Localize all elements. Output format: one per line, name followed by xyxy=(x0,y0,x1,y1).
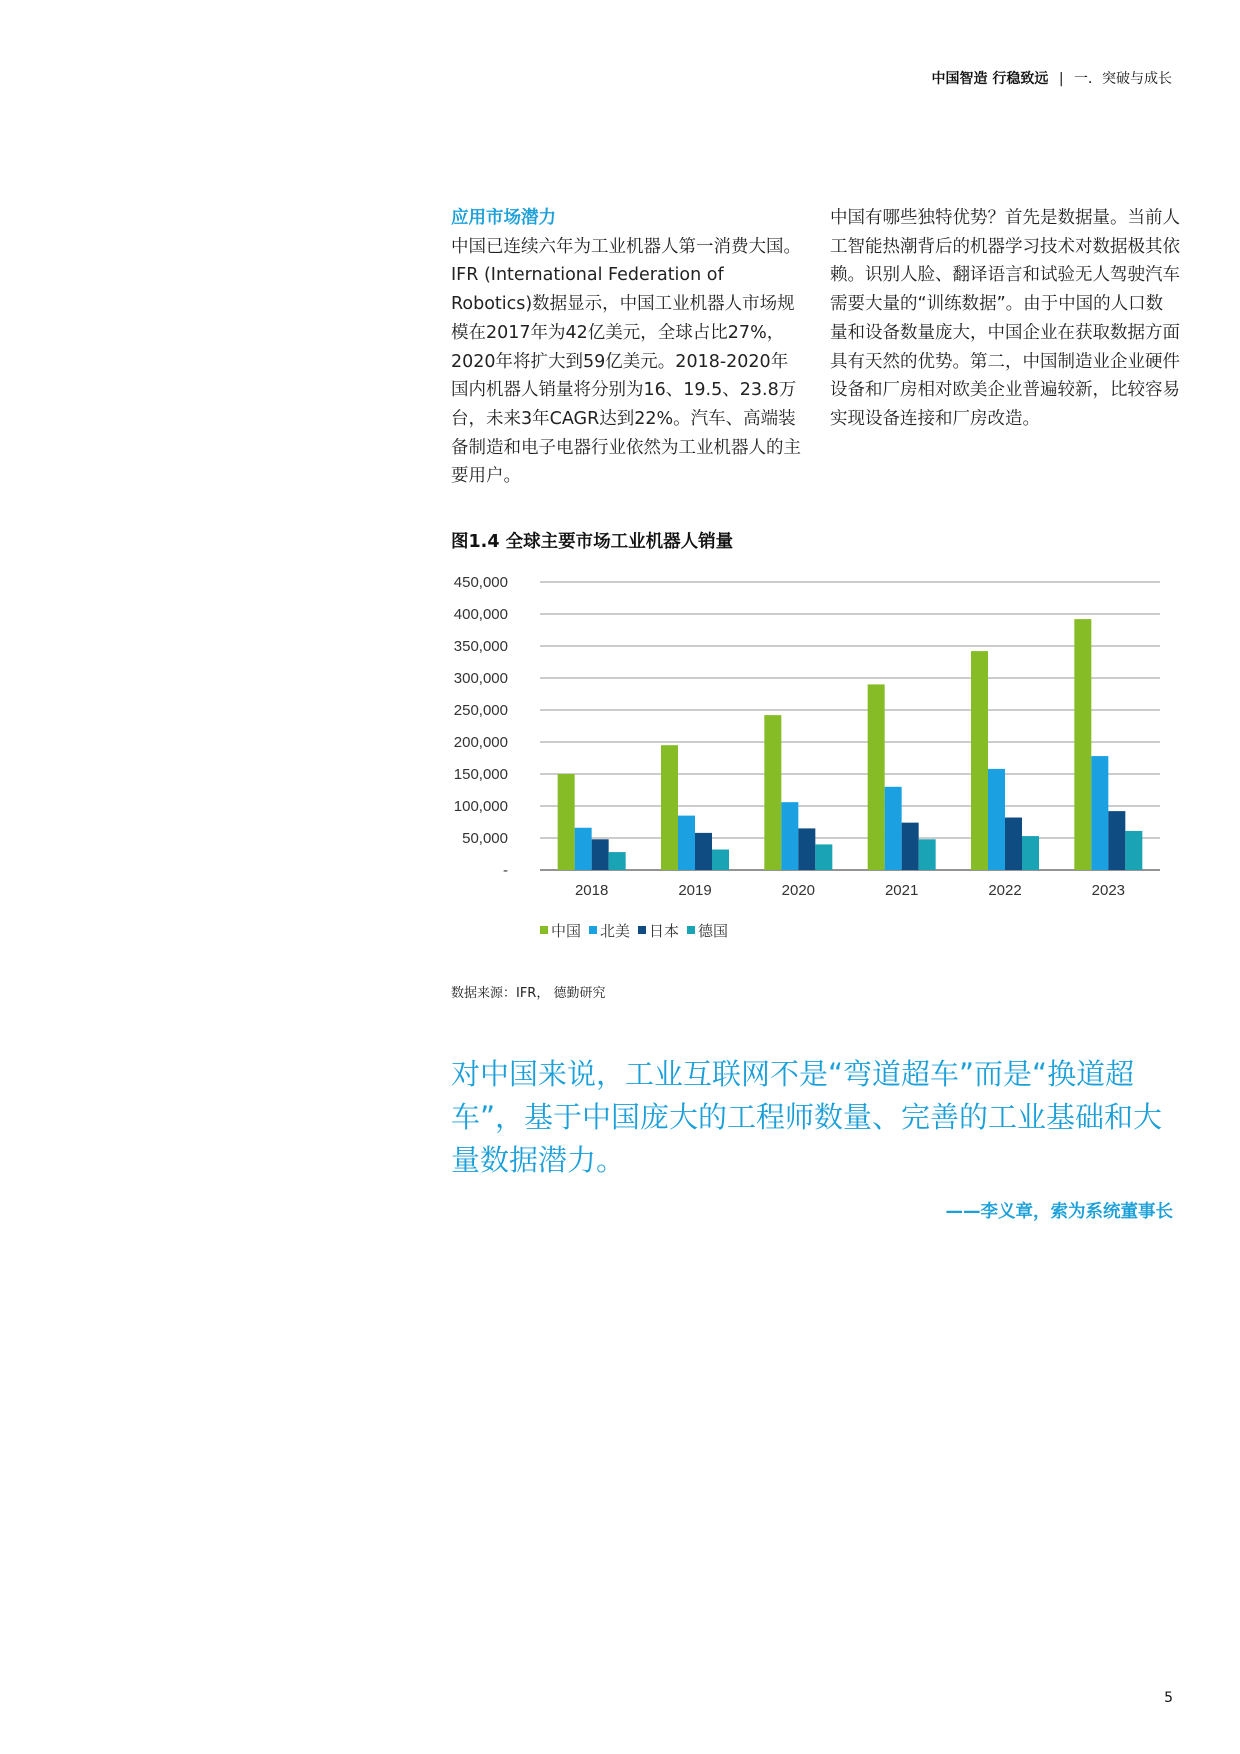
y-tick-label: 250,000 xyxy=(453,702,508,719)
page-number: 5 xyxy=(1164,1690,1173,1706)
y-tick-label: 350,000 xyxy=(453,638,508,655)
bar-2018-2 xyxy=(592,839,609,870)
x-tick-label: 2020 xyxy=(781,882,816,899)
header-chapter: 一．突破与成长 xyxy=(1074,71,1172,87)
x-tick-label: 2021 xyxy=(884,882,919,899)
left-column-body: 中国已连续六年为工业机器人第一消费大国。IFR (International Federation of Robotics)数据显示，中国工业机器人市场规模在2017年为42亿美元，全球占比27%， 2020年将扩大到59亿美元。2018-2020年国内机器人销量将分别为16、19.5、23.8万台，未来3年CAGR达到22%。汽车、高端装备制造和电子电器行业依然为工业机器人的主要用户。 xyxy=(451,236,801,487)
y-tick-label: 100,000 xyxy=(453,798,508,815)
x-tick-label: 2018 xyxy=(574,882,609,899)
bar-2023-1 xyxy=(1091,756,1108,870)
y-tick-label: - xyxy=(503,862,508,879)
y-tick-label: 150,000 xyxy=(453,766,508,783)
bar-2022-1 xyxy=(988,769,1005,870)
legend-label: 日本 xyxy=(649,923,680,940)
left-column xyxy=(451,204,801,491)
bar-2021-3 xyxy=(919,839,936,870)
header-title: 中国智造 行稳致远 xyxy=(931,71,1049,87)
robot-sales-bar-chart xyxy=(440,570,1170,965)
figure-source: 数据来源：IFR， 德勤研究 xyxy=(451,986,606,1001)
bar-2023-3 xyxy=(1125,831,1142,870)
legend-swatch xyxy=(687,926,695,934)
bar-2019-1 xyxy=(678,816,695,870)
y-tick-label: 450,000 xyxy=(453,574,508,591)
legend-swatch xyxy=(589,926,597,934)
bar-2022-0 xyxy=(971,651,988,870)
x-tick-label: 2023 xyxy=(1091,882,1126,899)
bar-2019-2 xyxy=(695,833,712,870)
bar-2020-1 xyxy=(781,802,798,870)
bar-2021-0 xyxy=(868,684,885,870)
legend-label: 北美 xyxy=(600,923,631,940)
bar-2023-2 xyxy=(1108,811,1125,870)
header-separator: | xyxy=(1058,71,1064,87)
running-header xyxy=(932,68,1173,88)
y-tick-label: 400,000 xyxy=(453,606,508,623)
right-column xyxy=(830,204,1180,434)
y-tick-label: 50,000 xyxy=(462,830,508,847)
bar-2018-0 xyxy=(558,774,575,870)
bar-2019-3 xyxy=(712,850,729,870)
pull-quote: 对中国来说，工业互联网不是“弯道超车”而是“换道超车”，基于中国庞大的工程师数量、完善的工业基础和大量数据潜力。 xyxy=(451,1057,1163,1177)
bar-2019-0 xyxy=(661,745,678,870)
quote-attribution: ——李义章，索为系统董事长 xyxy=(945,1202,1173,1222)
legend-label: 中国 xyxy=(551,923,582,940)
legend-swatch xyxy=(638,926,646,934)
bar-2018-3 xyxy=(609,852,626,870)
section-heading: 应用市场潜力 xyxy=(451,208,556,228)
bar-2021-1 xyxy=(885,787,902,870)
bar-2020-2 xyxy=(798,828,815,870)
legend-swatch xyxy=(540,926,548,934)
x-tick-label: 2019 xyxy=(678,882,712,899)
bar-2020-0 xyxy=(764,715,781,870)
bar-2021-2 xyxy=(902,823,919,870)
bar-2020-3 xyxy=(815,844,832,870)
bar-2018-1 xyxy=(575,828,592,870)
bar-2023-0 xyxy=(1074,619,1091,870)
legend-label: 德国 xyxy=(698,923,729,940)
right-column-body: 中国有哪些独特优势？首先是数据量。当前人工智能热潮背后的机器学习技术对数据极其依赖。识别人脸、翻译语言和试验无人驾驶汽车需要大量的“训练数据”。由于中国的人口数量和设备数量庞大，中国企业在获取数据方面具有天然的优势。第二，中国制造业企业硬件设备和厂房相对欧美企业普遍较新，比较容易实现设备连接和厂房改造。 xyxy=(830,208,1180,429)
figure-title: 图1.4 全球主要市场工业机器人销量 xyxy=(451,532,734,552)
y-tick-label: 300,000 xyxy=(453,670,508,687)
y-tick-label: 200,000 xyxy=(453,734,508,751)
bar-2022-3 xyxy=(1022,836,1039,870)
x-tick-label: 2022 xyxy=(988,882,1022,899)
bar-2022-2 xyxy=(1005,818,1022,870)
